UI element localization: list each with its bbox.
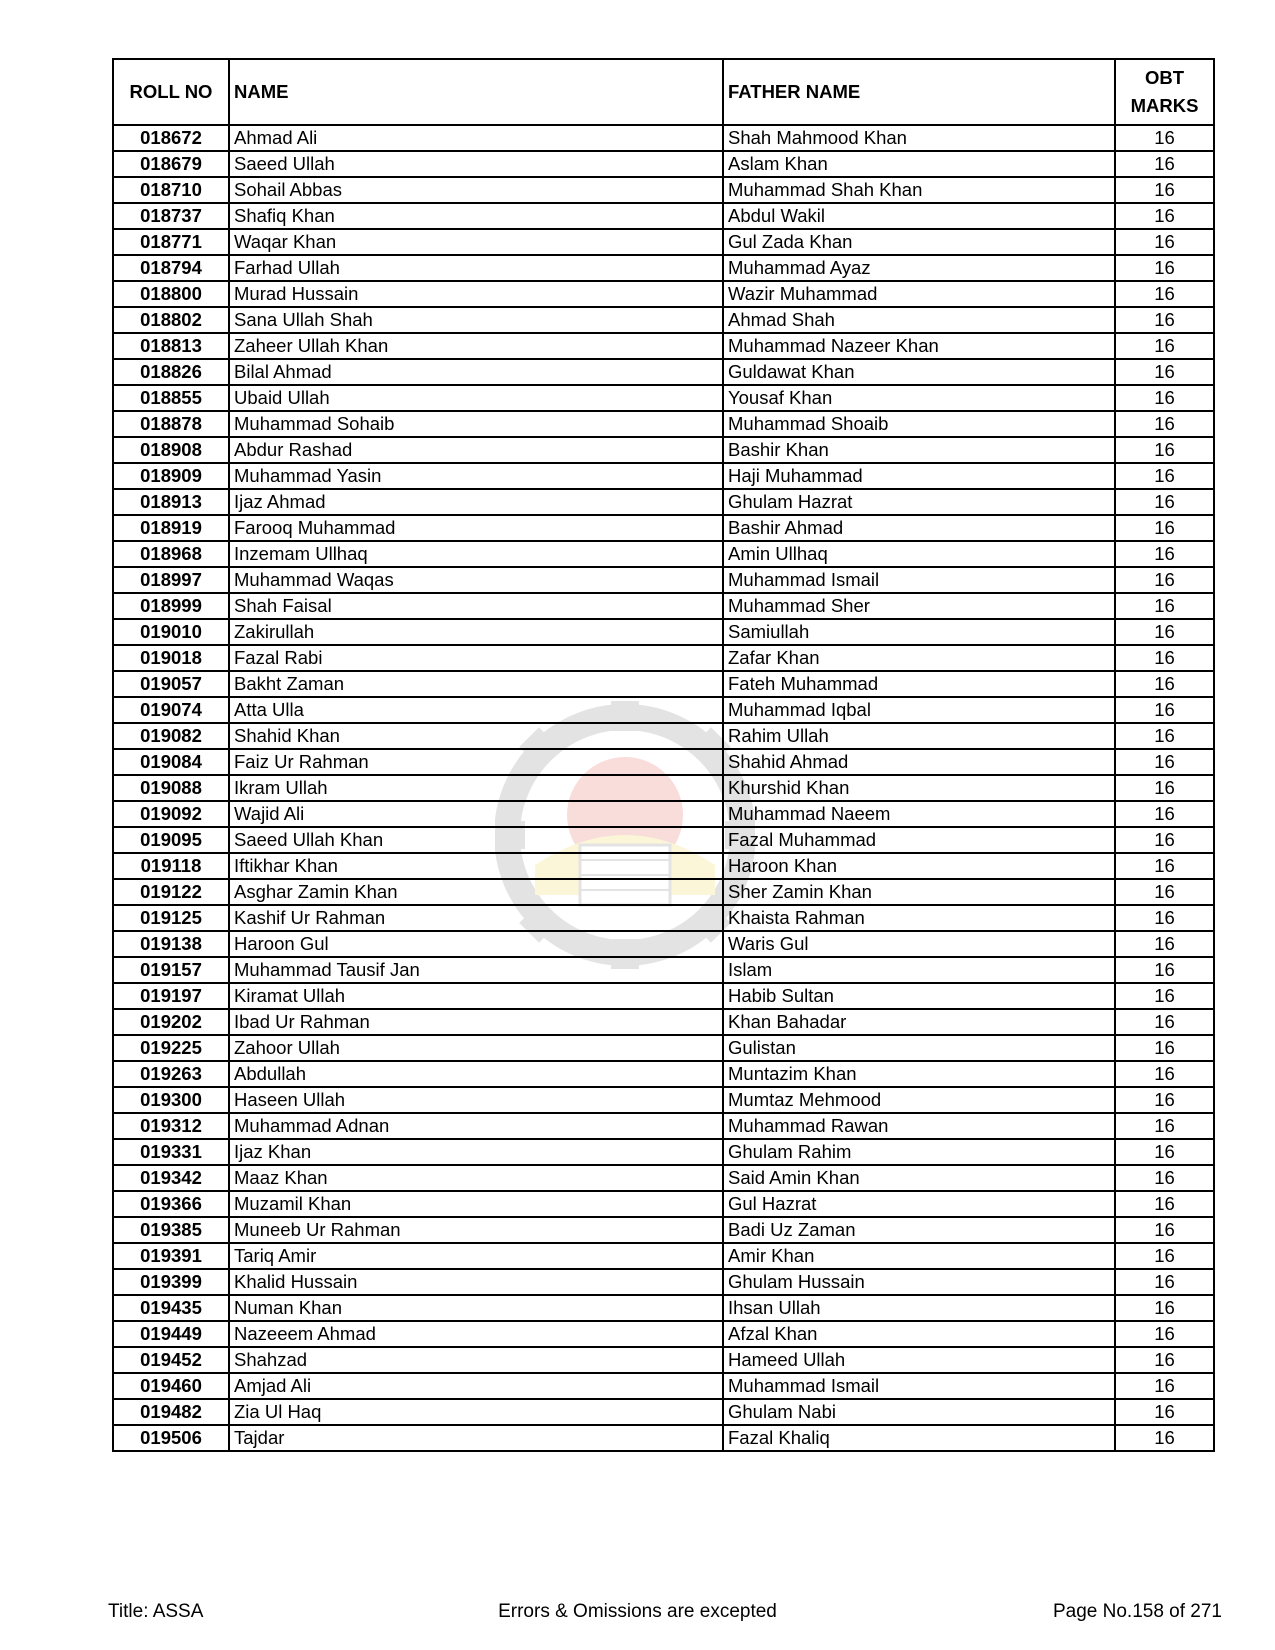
cell-father-name: Khan Bahadar	[723, 1009, 1115, 1035]
cell-name: Amjad Ali	[229, 1373, 723, 1399]
table-row	[113, 1321, 1214, 1347]
cell-roll-no: 018997	[113, 567, 229, 593]
cell-father-name: Amir Khan	[723, 1243, 1115, 1269]
cell-father-name: Afzal Khan	[723, 1321, 1115, 1347]
table-row	[113, 1425, 1214, 1451]
cell-roll-no: 018679	[113, 151, 229, 177]
cell-name: Bilal Ahmad	[229, 359, 723, 385]
cell-roll-no: 019092	[113, 801, 229, 827]
cell-roll-no: 018919	[113, 515, 229, 541]
cell-name: Ibad Ur Rahman	[229, 1009, 723, 1035]
cell-roll-no: 018855	[113, 385, 229, 411]
cell-obt-marks: 16	[1115, 1269, 1214, 1295]
header-father-name: FATHER NAME	[723, 59, 1115, 125]
cell-obt-marks: 16	[1115, 567, 1214, 593]
table-row	[113, 1191, 1214, 1217]
cell-name: Zakirullah	[229, 619, 723, 645]
cell-obt-marks: 16	[1115, 1087, 1214, 1113]
cell-obt-marks: 16	[1115, 905, 1214, 931]
cell-roll-no: 019074	[113, 697, 229, 723]
cell-roll-no: 019331	[113, 1139, 229, 1165]
table-row	[113, 957, 1214, 983]
cell-roll-no: 019385	[113, 1217, 229, 1243]
cell-roll-no: 019088	[113, 775, 229, 801]
cell-father-name: Amin Ullhaq	[723, 541, 1115, 567]
table-row	[113, 333, 1214, 359]
header-roll-no: ROLL NO	[113, 59, 229, 125]
cell-obt-marks: 16	[1115, 307, 1214, 333]
cell-father-name: Shah Mahmood Khan	[723, 125, 1115, 151]
cell-roll-no: 018878	[113, 411, 229, 437]
cell-roll-no: 019018	[113, 645, 229, 671]
cell-roll-no: 018794	[113, 255, 229, 281]
cell-name: Ubaid Ullah	[229, 385, 723, 411]
table-row	[113, 1009, 1214, 1035]
cell-name: Ijaz Ahmad	[229, 489, 723, 515]
table-row	[113, 749, 1214, 775]
cell-obt-marks: 16	[1115, 593, 1214, 619]
cell-roll-no: 019342	[113, 1165, 229, 1191]
cell-father-name: Muntazim Khan	[723, 1061, 1115, 1087]
cell-father-name: Yousaf Khan	[723, 385, 1115, 411]
table-row	[113, 645, 1214, 671]
cell-obt-marks: 16	[1115, 619, 1214, 645]
table-row	[113, 1087, 1214, 1113]
cell-roll-no: 019202	[113, 1009, 229, 1035]
cell-roll-no: 018913	[113, 489, 229, 515]
cell-name: Muhammad Tausif Jan	[229, 957, 723, 983]
cell-roll-no: 019118	[113, 853, 229, 879]
cell-obt-marks: 16	[1115, 1295, 1214, 1321]
cell-roll-no: 019157	[113, 957, 229, 983]
cell-roll-no: 019449	[113, 1321, 229, 1347]
cell-roll-no: 019010	[113, 619, 229, 645]
cell-obt-marks: 16	[1115, 957, 1214, 983]
cell-name: Faiz Ur Rahman	[229, 749, 723, 775]
cell-roll-no: 019138	[113, 931, 229, 957]
cell-name: Maaz Khan	[229, 1165, 723, 1191]
cell-obt-marks: 16	[1115, 671, 1214, 697]
cell-name: Zahoor Ullah	[229, 1035, 723, 1061]
cell-obt-marks: 16	[1115, 931, 1214, 957]
table-row	[113, 1139, 1214, 1165]
cell-name: Bakht Zaman	[229, 671, 723, 697]
cell-name: Abdullah	[229, 1061, 723, 1087]
table-row	[113, 411, 1214, 437]
cell-roll-no: 019125	[113, 905, 229, 931]
footer-disclaimer: Errors & Omissions are excepted	[498, 1601, 777, 1622]
cell-roll-no: 019391	[113, 1243, 229, 1269]
cell-obt-marks: 16	[1115, 983, 1214, 1009]
table-row	[113, 671, 1214, 697]
cell-roll-no: 018813	[113, 333, 229, 359]
cell-father-name: Zafar Khan	[723, 645, 1115, 671]
cell-obt-marks: 16	[1115, 203, 1214, 229]
cell-father-name: Bashir Khan	[723, 437, 1115, 463]
cell-father-name: Muhammad Shah Khan	[723, 177, 1115, 203]
cell-name: Ahmad Ali	[229, 125, 723, 151]
cell-name: Atta Ulla	[229, 697, 723, 723]
cell-name: Ikram Ullah	[229, 775, 723, 801]
results-table	[112, 58, 1215, 1452]
cell-name: Zaheer Ullah Khan	[229, 333, 723, 359]
cell-obt-marks: 16	[1115, 281, 1214, 307]
table-row	[113, 879, 1214, 905]
cell-name: Murad Hussain	[229, 281, 723, 307]
table-row	[113, 1243, 1214, 1269]
cell-father-name: Abdul Wakil	[723, 203, 1115, 229]
table-row	[113, 151, 1214, 177]
cell-name: Shahid Khan	[229, 723, 723, 749]
table-row	[113, 177, 1214, 203]
cell-obt-marks: 16	[1115, 255, 1214, 281]
cell-roll-no: 018999	[113, 593, 229, 619]
cell-father-name: Sher Zamin Khan	[723, 879, 1115, 905]
cell-roll-no: 018672	[113, 125, 229, 151]
cell-name: Wajid Ali	[229, 801, 723, 827]
cell-name: Haroon Gul	[229, 931, 723, 957]
cell-roll-no: 018737	[113, 203, 229, 229]
cell-name: Waqar Khan	[229, 229, 723, 255]
cell-roll-no: 019197	[113, 983, 229, 1009]
cell-obt-marks: 16	[1115, 1113, 1214, 1139]
table-row	[113, 307, 1214, 333]
cell-obt-marks: 16	[1115, 879, 1214, 905]
cell-father-name: Mumtaz Mehmood	[723, 1087, 1115, 1113]
cell-name: Shah Faisal	[229, 593, 723, 619]
cell-father-name: Khaista Rahman	[723, 905, 1115, 931]
cell-obt-marks: 16	[1115, 1217, 1214, 1243]
table-row	[113, 1165, 1214, 1191]
cell-father-name: Ghulam Nabi	[723, 1399, 1115, 1425]
header-name: NAME	[229, 59, 723, 125]
cell-name: Zia Ul Haq	[229, 1399, 723, 1425]
cell-name: Kiramat Ullah	[229, 983, 723, 1009]
cell-roll-no: 019082	[113, 723, 229, 749]
table-row	[113, 593, 1214, 619]
cell-obt-marks: 16	[1115, 1139, 1214, 1165]
cell-roll-no: 019084	[113, 749, 229, 775]
cell-obt-marks: 16	[1115, 463, 1214, 489]
cell-name: Sohail Abbas	[229, 177, 723, 203]
cell-name: Saeed Ullah	[229, 151, 723, 177]
cell-name: Fazal Rabi	[229, 645, 723, 671]
cell-name: Kashif Ur Rahman	[229, 905, 723, 931]
cell-obt-marks: 16	[1115, 1425, 1214, 1451]
cell-father-name: Muhammad Rawan	[723, 1113, 1115, 1139]
footer-title: Title: ASSA	[108, 1601, 204, 1622]
cell-father-name: Samiullah	[723, 619, 1115, 645]
cell-obt-marks: 16	[1115, 1347, 1214, 1373]
cell-roll-no: 018771	[113, 229, 229, 255]
footer-page-number: Page No.158 of 271	[1052, 1601, 1222, 1622]
table-row	[113, 281, 1214, 307]
cell-obt-marks: 16	[1115, 1191, 1214, 1217]
cell-obt-marks: 16	[1115, 411, 1214, 437]
table-body	[113, 125, 1214, 1451]
header-row	[113, 59, 1214, 125]
table-row	[113, 203, 1214, 229]
table-row	[113, 567, 1214, 593]
table-row	[113, 489, 1214, 515]
cell-father-name: Shahid Ahmad	[723, 749, 1115, 775]
cell-father-name: Bashir Ahmad	[723, 515, 1115, 541]
cell-father-name: Ahmad Shah	[723, 307, 1115, 333]
cell-father-name: Gulistan	[723, 1035, 1115, 1061]
cell-father-name: Muhammad Ayaz	[723, 255, 1115, 281]
cell-father-name: Fateh Muhammad	[723, 671, 1115, 697]
cell-obt-marks: 16	[1115, 515, 1214, 541]
cell-obt-marks: 16	[1115, 1035, 1214, 1061]
cell-father-name: Gul Hazrat	[723, 1191, 1115, 1217]
cell-roll-no: 018908	[113, 437, 229, 463]
table-row	[113, 229, 1214, 255]
header-obt-marks-line1: OBT	[1144, 67, 1185, 88]
cell-obt-marks: 16	[1115, 177, 1214, 203]
cell-name: Nazeeem Ahmad	[229, 1321, 723, 1347]
cell-obt-marks: 16	[1115, 749, 1214, 775]
cell-name: Shafiq Khan	[229, 203, 723, 229]
cell-obt-marks: 16	[1115, 125, 1214, 151]
cell-father-name: Fazal Muhammad	[723, 827, 1115, 853]
cell-father-name: Ihsan Ullah	[723, 1295, 1115, 1321]
cell-name: Farhad Ullah	[229, 255, 723, 281]
table-row	[113, 853, 1214, 879]
cell-obt-marks: 16	[1115, 151, 1214, 177]
table-row	[113, 1061, 1214, 1087]
cell-father-name: Fazal Khaliq	[723, 1425, 1115, 1451]
table-row	[113, 1295, 1214, 1321]
cell-name: Tariq Amir	[229, 1243, 723, 1269]
cell-obt-marks: 16	[1115, 1399, 1214, 1425]
cell-father-name: Muhammad Naeem	[723, 801, 1115, 827]
cell-obt-marks: 16	[1115, 697, 1214, 723]
cell-father-name: Gul Zada Khan	[723, 229, 1115, 255]
cell-obt-marks: 16	[1115, 1061, 1214, 1087]
table-row	[113, 515, 1214, 541]
cell-father-name: Habib Sultan	[723, 983, 1115, 1009]
cell-roll-no: 019399	[113, 1269, 229, 1295]
cell-father-name: Haji Muhammad	[723, 463, 1115, 489]
table-row	[113, 983, 1214, 1009]
cell-father-name: Ghulam Hazrat	[723, 489, 1115, 515]
cell-name: Muhammad Adnan	[229, 1113, 723, 1139]
cell-roll-no: 018800	[113, 281, 229, 307]
table-row	[113, 1269, 1214, 1295]
cell-obt-marks: 16	[1115, 333, 1214, 359]
table-row	[113, 1217, 1214, 1243]
cell-name: Shahzad	[229, 1347, 723, 1373]
cell-father-name: Hameed Ullah	[723, 1347, 1115, 1373]
cell-father-name: Rahim Ullah	[723, 723, 1115, 749]
table-row	[113, 463, 1214, 489]
table-row	[113, 1399, 1214, 1425]
header-obt-marks	[1115, 59, 1214, 125]
table-row	[113, 541, 1214, 567]
cell-father-name: Muhammad Ismail	[723, 1373, 1115, 1399]
cell-roll-no: 019506	[113, 1425, 229, 1451]
table-row	[113, 723, 1214, 749]
cell-name: Tajdar	[229, 1425, 723, 1451]
cell-roll-no: 018710	[113, 177, 229, 203]
cell-roll-no: 019300	[113, 1087, 229, 1113]
table-row	[113, 775, 1214, 801]
cell-obt-marks: 16	[1115, 1243, 1214, 1269]
cell-father-name: Muhammad Sher	[723, 593, 1115, 619]
table-row	[113, 931, 1214, 957]
cell-name: Iftikhar Khan	[229, 853, 723, 879]
cell-father-name: Aslam Khan	[723, 151, 1115, 177]
cell-father-name: Badi Uz Zaman	[723, 1217, 1115, 1243]
cell-roll-no: 019452	[113, 1347, 229, 1373]
cell-name: Saeed Ullah Khan	[229, 827, 723, 853]
cell-obt-marks: 16	[1115, 489, 1214, 515]
cell-name: Muneeb Ur Rahman	[229, 1217, 723, 1243]
cell-father-name: Muhammad Iqbal	[723, 697, 1115, 723]
cell-roll-no: 019482	[113, 1399, 229, 1425]
table-row	[113, 1035, 1214, 1061]
cell-name: Khalid Hussain	[229, 1269, 723, 1295]
cell-obt-marks: 16	[1115, 437, 1214, 463]
cell-name: Muhammad Yasin	[229, 463, 723, 489]
table-row	[113, 359, 1214, 385]
cell-obt-marks: 16	[1115, 1321, 1214, 1347]
cell-father-name: Khurshid Khan	[723, 775, 1115, 801]
cell-name: Muhammad Sohaib	[229, 411, 723, 437]
cell-roll-no: 019460	[113, 1373, 229, 1399]
cell-obt-marks: 16	[1115, 853, 1214, 879]
cell-obt-marks: 16	[1115, 1009, 1214, 1035]
cell-roll-no: 019366	[113, 1191, 229, 1217]
cell-father-name: Muhammad Shoaib	[723, 411, 1115, 437]
table-row	[113, 1347, 1214, 1373]
cell-roll-no: 019225	[113, 1035, 229, 1061]
table-row	[113, 697, 1214, 723]
cell-obt-marks: 16	[1115, 801, 1214, 827]
cell-roll-no: 019263	[113, 1061, 229, 1087]
cell-father-name: Haroon Khan	[723, 853, 1115, 879]
cell-name: Abdur Rashad	[229, 437, 723, 463]
cell-roll-no: 019435	[113, 1295, 229, 1321]
cell-father-name: Waris Gul	[723, 931, 1115, 957]
cell-father-name: Islam	[723, 957, 1115, 983]
cell-father-name: Wazir Muhammad	[723, 281, 1115, 307]
cell-roll-no: 018802	[113, 307, 229, 333]
cell-roll-no: 018826	[113, 359, 229, 385]
table-row	[113, 437, 1214, 463]
table-row	[113, 255, 1214, 281]
table-row	[113, 125, 1214, 151]
cell-name: Numan Khan	[229, 1295, 723, 1321]
cell-obt-marks: 16	[1115, 229, 1214, 255]
cell-name: Muzamil Khan	[229, 1191, 723, 1217]
cell-father-name: Said Amin Khan	[723, 1165, 1115, 1191]
cell-roll-no: 018909	[113, 463, 229, 489]
cell-father-name: Guldawat Khan	[723, 359, 1115, 385]
cell-father-name: Muhammad Nazeer Khan	[723, 333, 1115, 359]
cell-father-name: Ghulam Rahim	[723, 1139, 1115, 1165]
table-row	[113, 385, 1214, 411]
cell-obt-marks: 16	[1115, 541, 1214, 567]
cell-obt-marks: 16	[1115, 385, 1214, 411]
cell-name: Farooq Muhammad	[229, 515, 723, 541]
cell-obt-marks: 16	[1115, 359, 1214, 385]
cell-roll-no: 019057	[113, 671, 229, 697]
cell-obt-marks: 16	[1115, 1165, 1214, 1191]
table-row	[113, 1113, 1214, 1139]
cell-obt-marks: 16	[1115, 1373, 1214, 1399]
header-obt-marks-line2: MARKS	[1130, 95, 1199, 116]
cell-father-name: Muhammad Ismail	[723, 567, 1115, 593]
cell-roll-no: 019312	[113, 1113, 229, 1139]
cell-roll-no: 019122	[113, 879, 229, 905]
table-row	[113, 801, 1214, 827]
table-row	[113, 827, 1214, 853]
cell-name: Inzemam Ullhaq	[229, 541, 723, 567]
cell-name: Ijaz Khan	[229, 1139, 723, 1165]
cell-obt-marks: 16	[1115, 775, 1214, 801]
cell-obt-marks: 16	[1115, 723, 1214, 749]
cell-name: Asghar Zamin Khan	[229, 879, 723, 905]
cell-obt-marks: 16	[1115, 827, 1214, 853]
table-row	[113, 905, 1214, 931]
cell-father-name: Ghulam Hussain	[723, 1269, 1115, 1295]
cell-roll-no: 019095	[113, 827, 229, 853]
cell-name: Muhammad Waqas	[229, 567, 723, 593]
table-row	[113, 1373, 1214, 1399]
table-row	[113, 619, 1214, 645]
cell-obt-marks: 16	[1115, 645, 1214, 671]
cell-roll-no: 018968	[113, 541, 229, 567]
cell-name: Sana Ullah Shah	[229, 307, 723, 333]
cell-name: Haseen Ullah	[229, 1087, 723, 1113]
